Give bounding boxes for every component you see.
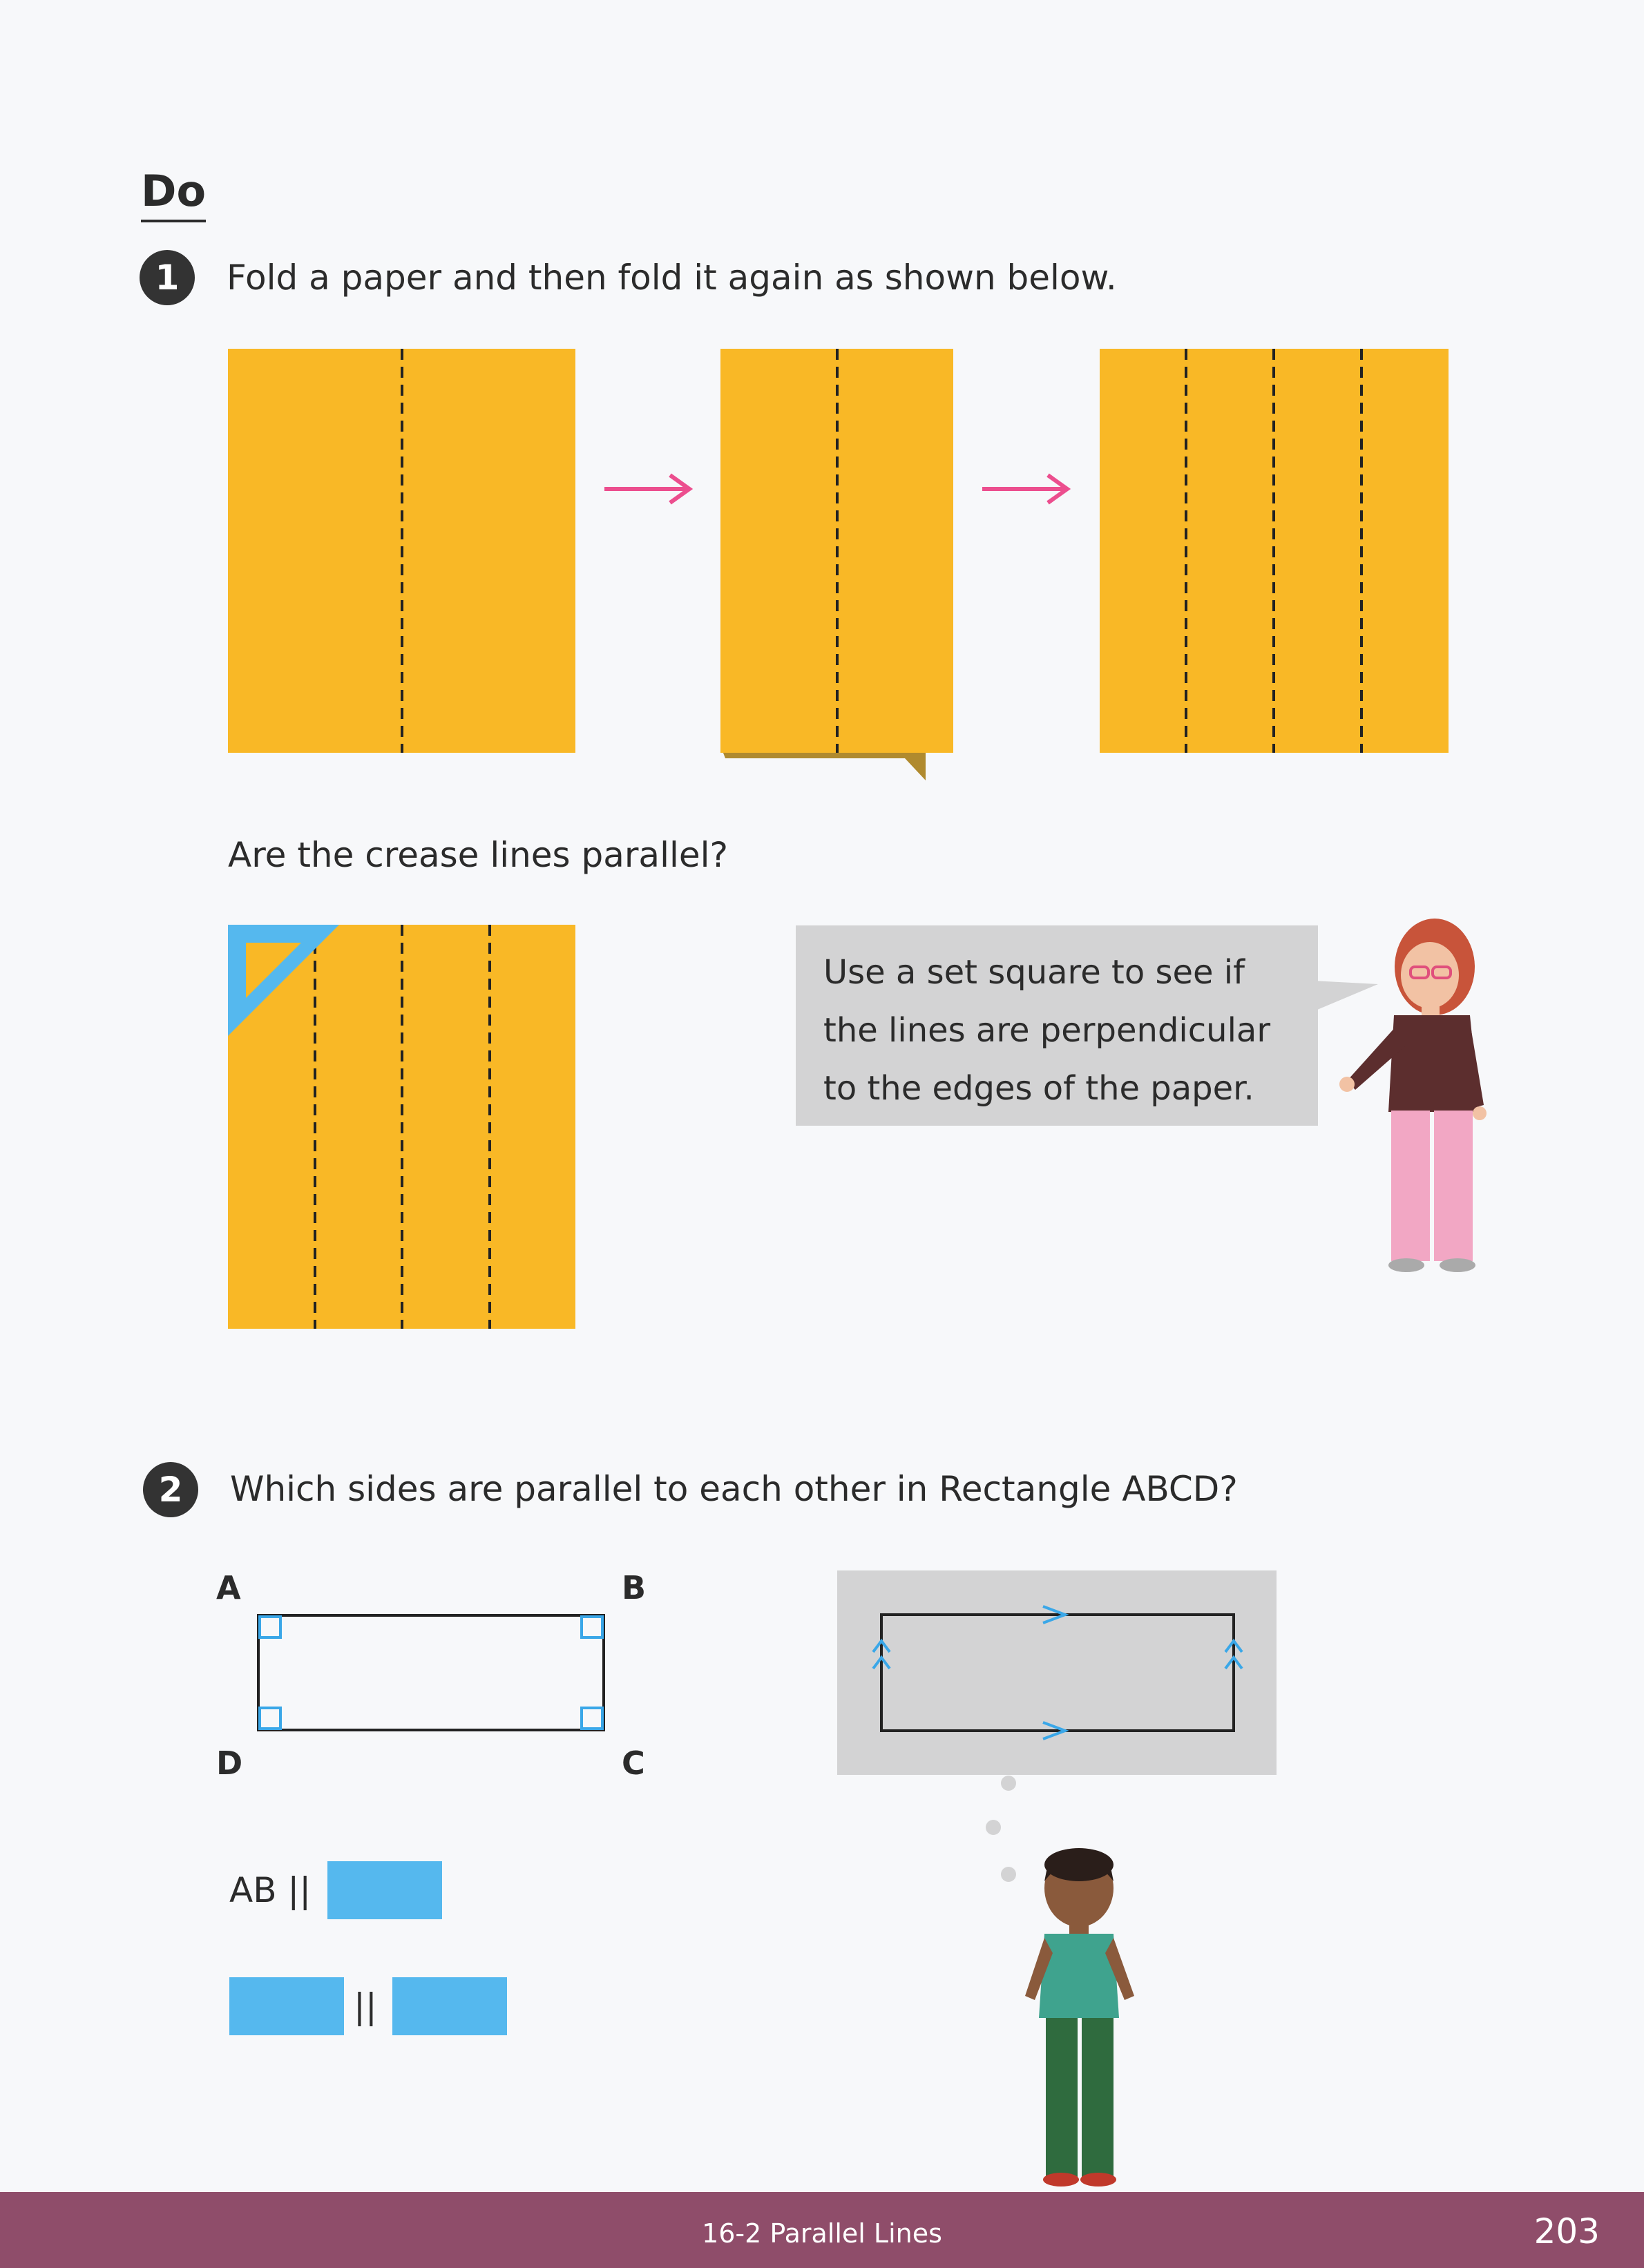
speech-bubble	[796, 925, 1318, 1126]
question-number-1: 1	[140, 250, 195, 305]
vertex-label-b: B	[622, 1569, 647, 1606]
vertex-label-a: A	[216, 1569, 241, 1606]
question-2-text: Which sides are parallel to each other in Rectangle ABCD?	[230, 1469, 1238, 1509]
answer-blank[interactable]	[229, 1977, 344, 2035]
section-heading: Do	[141, 164, 206, 222]
question-1-text: Fold a paper and then fold it again as shown below.	[227, 258, 1117, 298]
crease-question: Are the crease lines parallel?	[228, 835, 729, 875]
arrow-icon	[604, 475, 689, 503]
paper-fold-shadow	[722, 749, 926, 780]
vertex-label-c: C	[622, 1745, 645, 1782]
girl-character	[1333, 912, 1499, 1278]
rectangle-abcd	[256, 1613, 608, 1737]
answer-line-1-prefix: AB ||	[229, 1870, 312, 1910]
vertex-label-d: D	[216, 1745, 243, 1782]
footer-title: 16-2 Parallel Lines	[702, 2218, 942, 2249]
answer-blank[interactable]	[392, 1977, 507, 2035]
callout-line: the lines are perpendicular	[823, 1011, 1271, 1050]
paper-with-set-square	[225, 922, 584, 1329]
page-number: 203	[1533, 2211, 1600, 2251]
callout-line: Use a set square to see if	[823, 953, 1245, 992]
arrow-icon	[982, 475, 1067, 503]
folding-illustration	[221, 338, 1464, 794]
question-number-2: 2	[143, 1462, 198, 1517]
callout-line: to the edges of the paper.	[823, 1069, 1254, 1108]
parallel-marks-panel	[837, 1570, 1277, 1775]
page-footer	[0, 2192, 1644, 2268]
boy-character	[1002, 1837, 1160, 2189]
right-angle-marks	[260, 1617, 602, 1729]
answer-blank[interactable]	[327, 1861, 442, 1919]
parallel-symbol: ||	[354, 1986, 377, 2026]
